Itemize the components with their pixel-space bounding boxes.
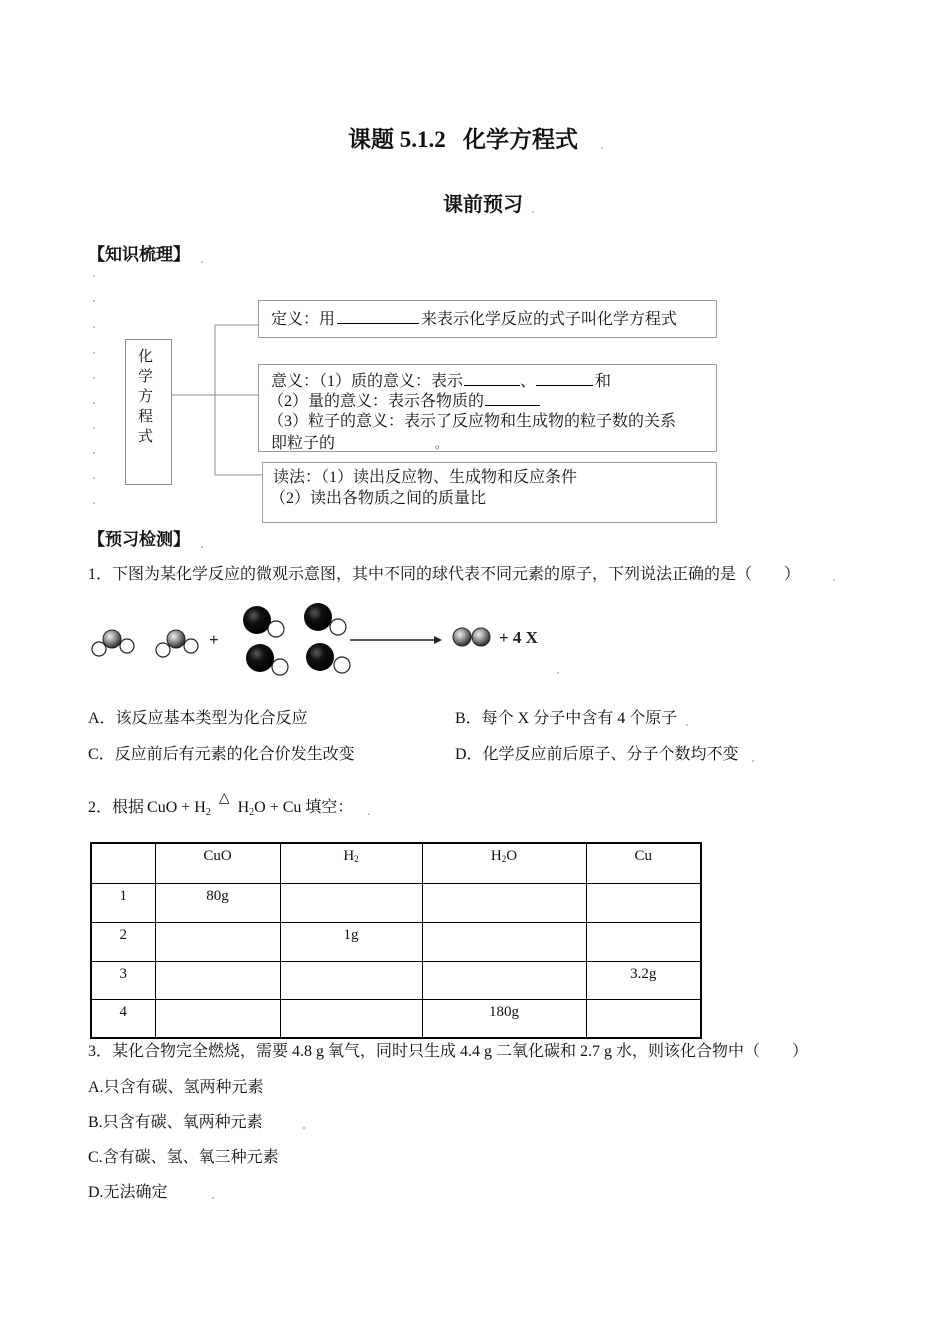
table-row: [91, 961, 701, 999]
meaning-line-2-prefix: （2）量的意义：表示各物质的: [268, 393, 485, 410]
header-text: Cu: [634, 848, 652, 864]
paragraph-mark: [686, 724, 688, 726]
white-atom: [120, 639, 134, 653]
q3-option-d: D.无法确定: [88, 1184, 168, 1201]
q2-suffix: 填空：: [305, 799, 354, 816]
table-row: [91, 999, 701, 1038]
cell-cuo: [155, 961, 280, 999]
concept-map-root-box: [125, 339, 172, 485]
q3-option-c: C.含有碳、氢、氧三种元素: [88, 1149, 279, 1166]
white-atom: [92, 642, 106, 656]
gray-atom: [472, 628, 490, 646]
definition-box: [258, 300, 717, 338]
reading-line-2: （2）读出各物质之间的质量比: [270, 490, 487, 507]
paragraph-mark: [833, 579, 835, 581]
white-atom: [334, 657, 350, 673]
paragraph-mark: [201, 546, 203, 548]
row-index: 4: [91, 999, 155, 1038]
gray-atom: [453, 628, 471, 646]
table-header-h2: [280, 843, 422, 883]
cell-cuo: [155, 922, 280, 961]
q2-stem: [88, 791, 354, 820]
black-atom: [243, 606, 271, 634]
meaning-line-2: [268, 391, 540, 412]
white-atom: [156, 643, 170, 657]
header-text: H: [343, 848, 355, 864]
q3-option-a: A.只含有碳、氢两种元素: [88, 1079, 264, 1096]
paragraph-mark: [93, 300, 95, 302]
paragraph-mark: [93, 377, 95, 379]
cell-h2o: [422, 961, 586, 999]
paragraph-mark: [93, 275, 95, 277]
q1-option-d: D．化学反应前后原子、分子个数均不变: [455, 746, 739, 763]
reading-box: [262, 462, 717, 523]
table-header-h2o: [422, 843, 586, 883]
white-atom: [330, 619, 346, 635]
cell-h2: [280, 883, 422, 922]
section-heading-check: 【预习检测】: [88, 530, 190, 549]
product-plus-4x: + 4 X: [499, 628, 538, 647]
cell-h2: [280, 961, 422, 999]
page-title: 课题 5.1.2 化学方程式: [348, 127, 578, 152]
q1-option-a: A．该反应基本类型为化合反应: [88, 710, 308, 727]
fill-blank: [464, 371, 520, 386]
cell-cu: 3.2g: [586, 961, 701, 999]
cell-cuo: [155, 999, 280, 1038]
paragraph-mark: [532, 211, 534, 213]
reading-line-1: 读法：（1）读出反应物、生成物和反应条件: [273, 469, 578, 486]
equation-rhs-rest: O + Cu: [254, 799, 302, 816]
table-row: [91, 883, 701, 922]
table-header-cuo: [155, 843, 280, 883]
meaning-line-4-prefix: 即粒子的: [271, 435, 336, 452]
paragraph-mark: [93, 352, 95, 354]
reactant-molecule-b: [246, 644, 288, 675]
row-index: 3: [91, 961, 155, 999]
reactant-molecule-a: [156, 630, 198, 657]
paragraph-mark: [601, 147, 603, 149]
plus-sign: +: [209, 630, 219, 649]
cell-cu: [586, 922, 701, 961]
equation-lhs-subscript: 2: [205, 807, 211, 818]
q2-prefix: 2．根据: [88, 799, 145, 816]
reactant-molecule-b: [243, 606, 284, 637]
meaning-line-4-suffix: 。: [435, 437, 448, 451]
q1-option-c: C．反应前后有元素的化合价发生改变: [88, 746, 355, 763]
cell-h2: [280, 999, 422, 1038]
definition-line: [271, 309, 677, 330]
paragraph-mark: [93, 427, 95, 429]
q1-option-b: B．每个 X 分子中含有 4 个原子: [455, 710, 678, 727]
table-row: [91, 922, 701, 961]
meaning-line-1-prefix: 意义：（1）质的意义：表示: [271, 373, 464, 390]
paragraph-mark: [212, 1197, 214, 1199]
header-subscript: 2: [354, 854, 359, 864]
cell-h2: 1g: [280, 922, 422, 961]
paragraph-mark: [303, 1127, 305, 1129]
q3-stem: 3．某化合物完全燃烧，需要 4.8 g 氧气，同时只生成 4.4 g 二氧化碳和 2.7 g 水，则该化合物中（ ）: [88, 1043, 809, 1060]
black-atom: [246, 644, 274, 672]
cell-h2o: 180g: [422, 999, 586, 1038]
paragraph-mark: [93, 477, 95, 479]
reaction-micro-diagram: [85, 598, 565, 683]
black-atom: [306, 643, 334, 671]
paragraph-mark: [93, 402, 95, 404]
cell-cu: [586, 999, 701, 1038]
header-text: H: [490, 848, 502, 864]
reactant-molecule-b: [304, 603, 346, 635]
row-index: 1: [91, 883, 155, 922]
paragraph-mark: [557, 672, 559, 674]
cell-h2o: [422, 922, 586, 961]
white-atom: [268, 621, 284, 637]
header-text: CuO: [203, 848, 232, 864]
white-atom: [272, 659, 288, 675]
meaning-line-4: [271, 433, 447, 452]
paragraph-mark: [93, 452, 95, 454]
reaction-arrow: [350, 636, 442, 644]
table-header-cu: [586, 843, 701, 883]
reactant-molecule-a: [92, 630, 134, 656]
fill-blank: [536, 371, 593, 386]
white-atom: [184, 639, 198, 653]
meaning-line-1-suffix: 和: [595, 373, 612, 390]
paragraph-mark: [93, 502, 95, 504]
definition-prefix: 定义：用: [271, 311, 336, 328]
heat-condition-icon: △: [218, 791, 230, 806]
reactant-molecule-b: [306, 643, 350, 673]
fill-blank: [335, 433, 435, 448]
cell-cuo: 80g: [155, 883, 280, 922]
q1-stem: 1．下图为某化学反应的微观示意图，其中不同的球代表不同元素的原子，下列说法正确的是（ ）: [88, 566, 801, 583]
meaning-line-3: （3）粒子的意义：表示了反应物和生成物的粒子数的关系: [268, 413, 677, 430]
cell-cu: [586, 883, 701, 922]
paragraph-mark: [368, 813, 370, 815]
arrow-head: [434, 636, 442, 644]
definition-suffix: 来表示化学反应的式子叫化学方程式: [421, 311, 678, 328]
row-index: 2: [91, 922, 155, 961]
paragraph-mark: [93, 326, 95, 328]
paragraph-mark: [201, 261, 203, 263]
equation-rhs-subscript: 2: [249, 807, 255, 818]
concept-map-root-label: 化学方程式: [138, 349, 154, 445]
table-header-empty: [91, 843, 155, 883]
page-subtitle: 课前预习: [443, 194, 523, 216]
header-text: O: [506, 848, 518, 864]
meaning-line-1: [271, 371, 611, 392]
meaning-line-1-separator: 、: [520, 373, 537, 390]
gray-atom: [167, 630, 185, 648]
fill-blank: [337, 309, 419, 324]
product-molecule: [453, 628, 490, 646]
q3-option-b: B.只含有碳、氧两种元素: [88, 1114, 263, 1131]
equation-lhs: CuO + H: [147, 799, 206, 816]
table-header-row: [91, 843, 701, 883]
fill-blank: [485, 391, 540, 406]
section-heading-knowledge: 【知识梳理】: [88, 245, 190, 264]
paragraph-mark: [752, 760, 754, 762]
header-subscript: 2: [501, 854, 507, 864]
equation-rhs-h: H: [237, 799, 250, 816]
black-atom: [304, 603, 332, 631]
gray-atom: [103, 630, 121, 648]
meaning-box: [258, 364, 717, 452]
cell-h2o: [422, 883, 586, 922]
mass-table: [90, 842, 702, 1039]
